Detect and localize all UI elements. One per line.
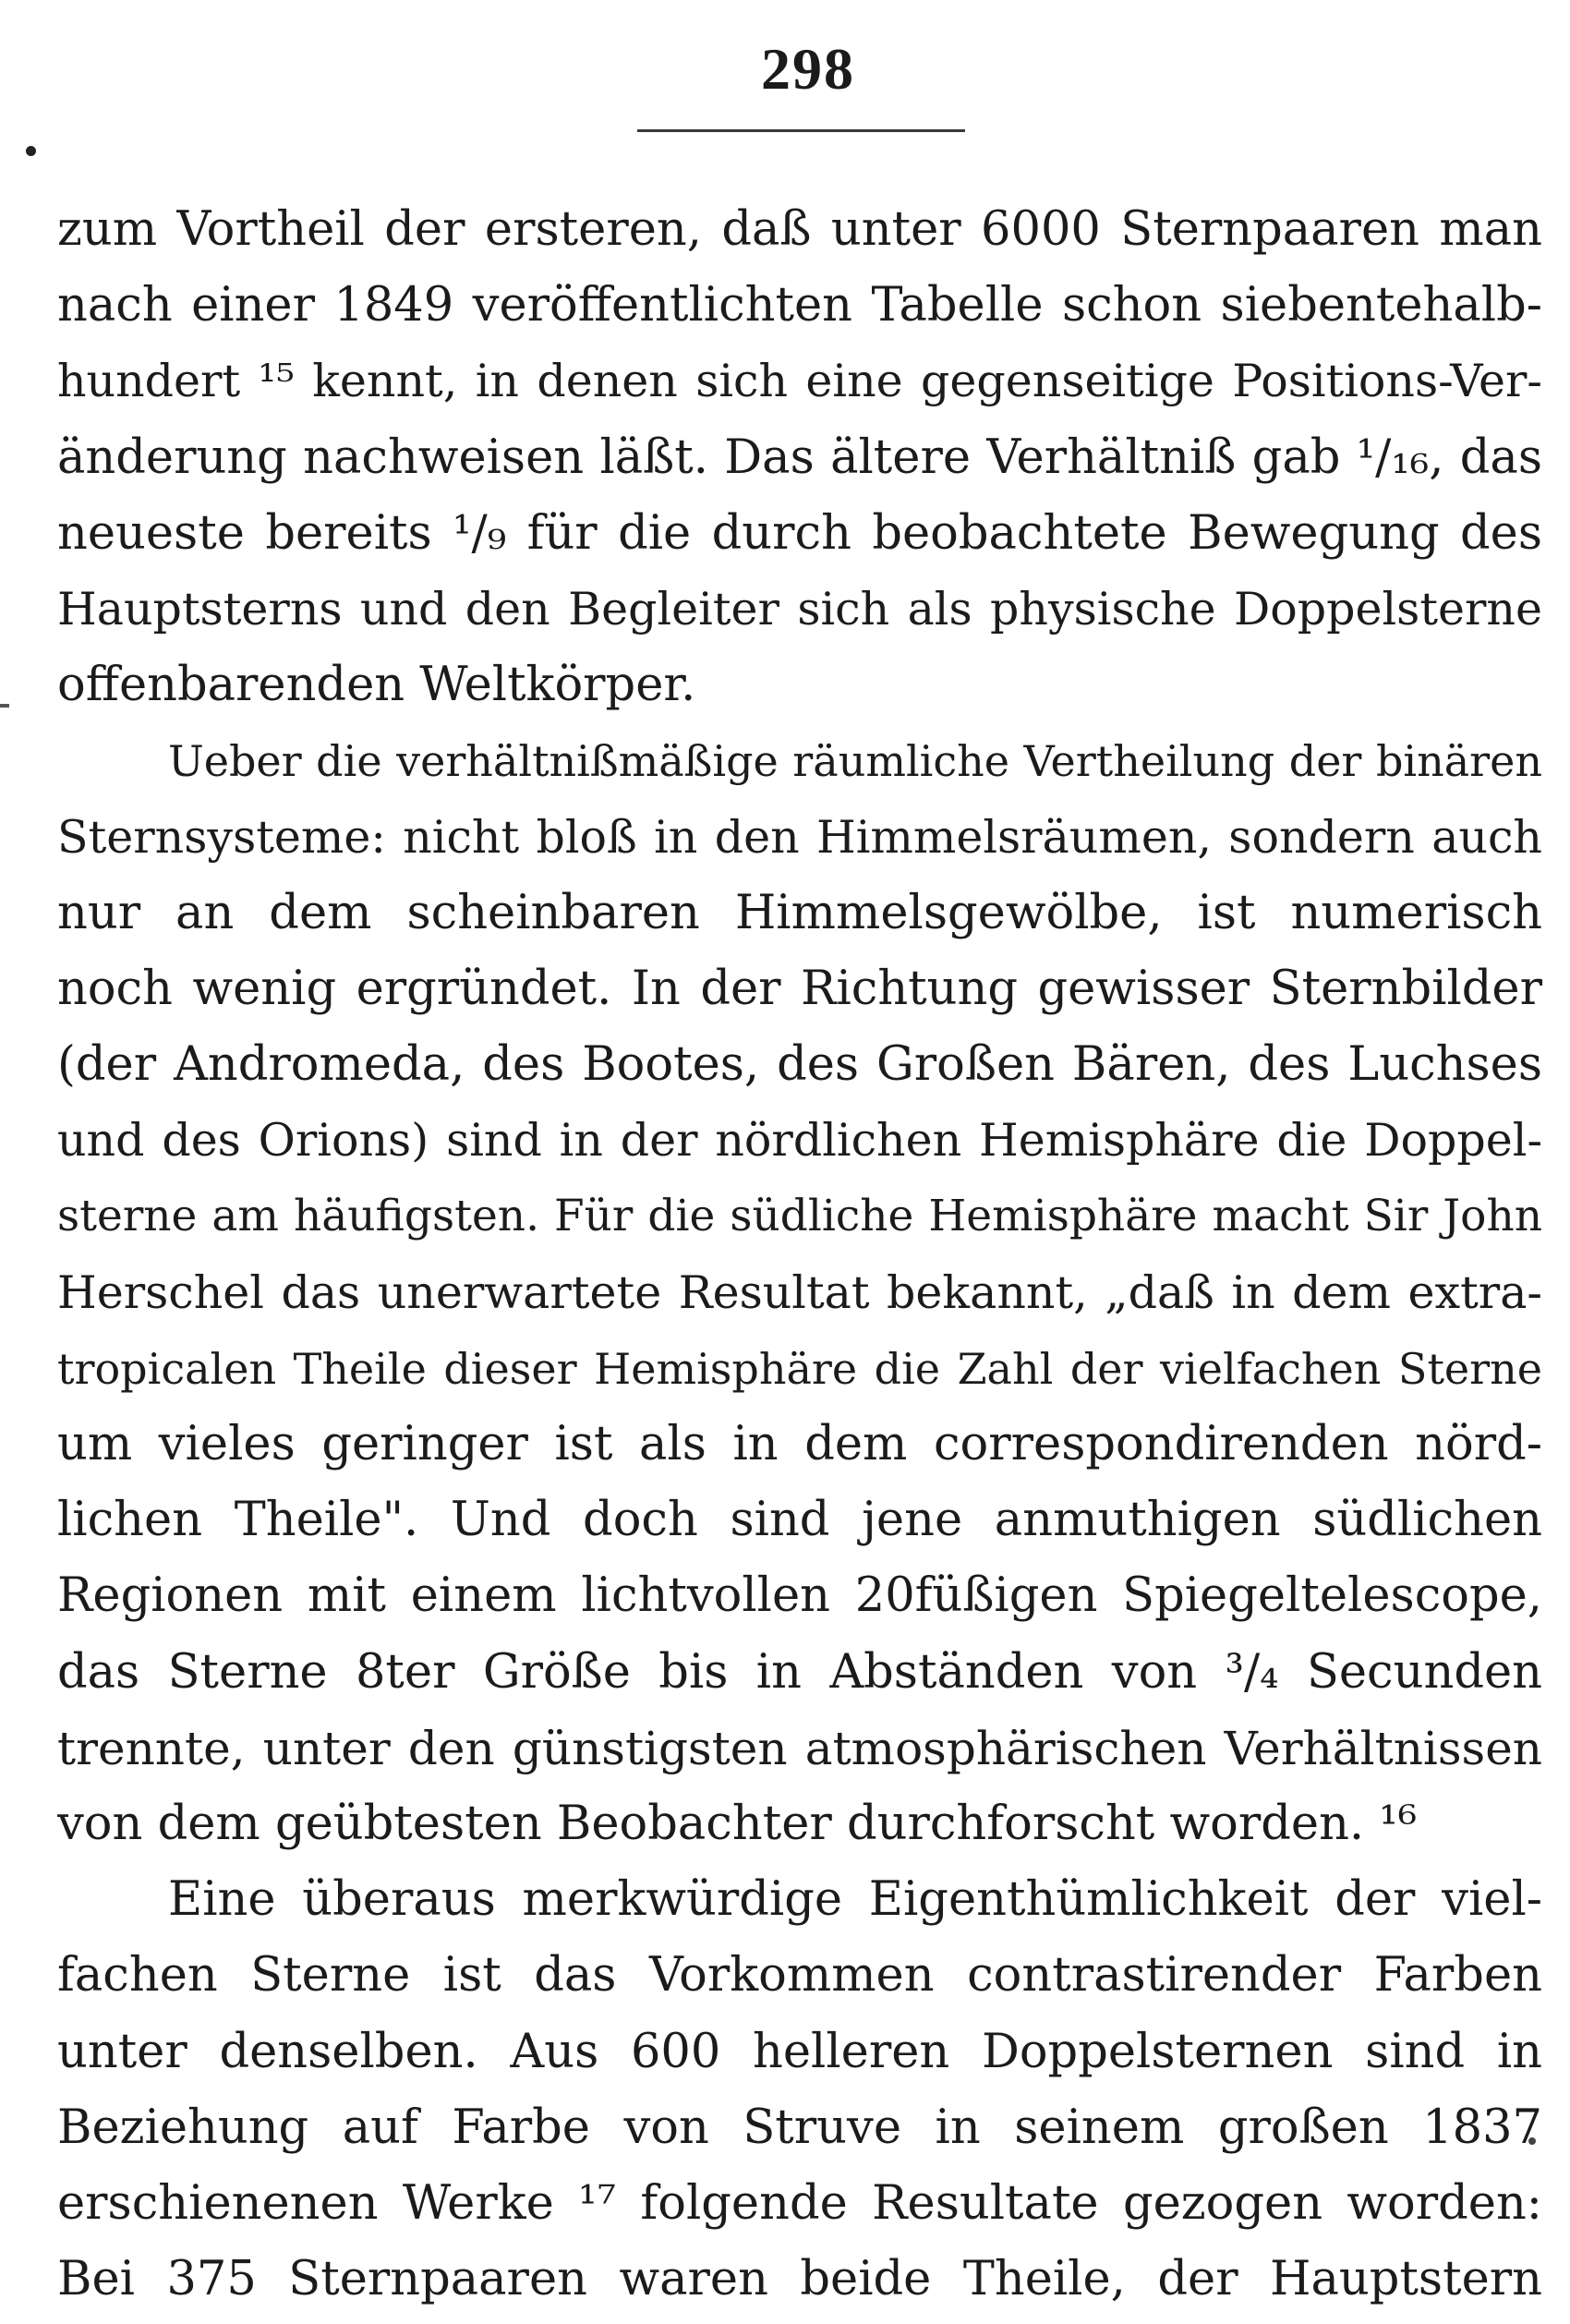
text-line: von dem geübtesten Beobachter durchforscht worden. ¹⁶ <box>57 1796 1418 1851</box>
text-line: Sternsysteme: nicht bloß in den Himmelsräumen, sondern auch <box>57 810 1542 864</box>
margin-dot <box>26 146 36 156</box>
text-line: erschienenen Werke ¹⁷ folgende Resultate gezogen worden: <box>57 2175 1542 2231</box>
text-line: nach einer 1849 veröffentlichten Tabelle schon siebentehalb- <box>57 278 1542 333</box>
text-line: das Sterne 8ter Größe bis in Abständen von ³/₄ Secunden <box>57 1644 1542 1700</box>
text-line: Bei 375 Sternpaaren waren beide Theile, der Hauptstern <box>57 2252 1542 2307</box>
text-line: (der Andromeda, des Bootes, des Großen Bären, des Luchses <box>57 1037 1542 1093</box>
text-line: tropicalen Theile dieser Hemisphäre die Zahl der vielfachen Sterne <box>57 1343 1542 1394</box>
paragraph-start-line: Ueber die verhältnißmäßige räumliche Vertheilung der binären <box>168 736 1542 787</box>
paragraph-start-line: Eine überaus merkwürdige Eigenthümlichkeit der viel- <box>168 1872 1542 1928</box>
text-line: hundert ¹⁵ kennt, in denen sich eine gegenseitige Positions-Ver- <box>57 355 1542 408</box>
header-rule <box>637 129 965 132</box>
text-line: Hauptsterns und den Begleiter sich als physische Doppelsterne <box>57 582 1542 635</box>
text-line: trennte, unter den günstigsten atmosphärischen Verhältnissen <box>57 1721 1542 1775</box>
page-number: 298 <box>761 36 855 102</box>
text-line: nur an dem scheinbaren Himmelsgewölbe, ist numerisch <box>57 885 1542 940</box>
text-line: um vieles geringer ist als in dem correspondirenden nörd- <box>57 1417 1542 1471</box>
text-line: fachen Sterne ist das Vorkommen contrastirender Farben <box>57 1948 1542 2003</box>
text-line: lichen Theile". Und doch sind jene anmuthigen südlichen <box>57 1493 1542 1548</box>
text-line: Herschel das unerwartete Resultat bekannt, „daß in dem extra- <box>57 1265 1542 1319</box>
text-line: unter denselben. Aus 600 helleren Doppelsternen sind in <box>57 2024 1542 2079</box>
text-line: und des Orions) sind in der nördlichen Hemisphäre die Doppel- <box>57 1114 1542 1168</box>
text-line: neueste bereits ¹/₉ für die durch beobachtete Bewegung des <box>57 505 1542 561</box>
text-line: noch wenig ergründet. In der Richtung gewisser Sternbilder <box>57 961 1542 1016</box>
body-text <box>57 192 1542 2318</box>
text-line: änderung nachweisen läßt. Das ältere Verhältniß gab ¹/₁₆, das <box>57 430 1542 485</box>
margin-mark <box>0 704 9 708</box>
text-line: Beziehung auf Farbe von Struve in seinem großen 1837 <box>57 2100 1542 2155</box>
text-line: offenbarenden Weltkörper. <box>57 658 696 713</box>
text-line: sterne am häufigsten. Für die südliche Hemisphäre macht Sir John <box>57 1191 1542 1242</box>
text-line: zum Vortheil der ersteren, daß unter 6000 Sternpaaren man <box>57 202 1542 257</box>
text-line: Regionen mit einem lichtvollen 20füßigen Spiegeltelescope, <box>57 1568 1542 1624</box>
